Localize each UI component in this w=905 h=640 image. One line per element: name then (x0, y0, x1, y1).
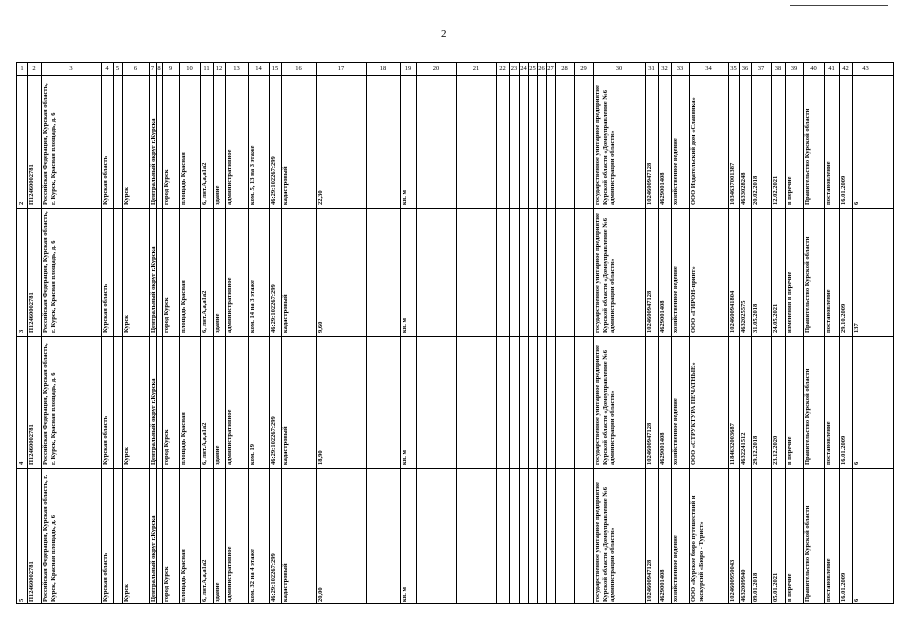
column-number: 38 (774, 65, 782, 72)
column-number: 41 (828, 65, 835, 72)
cell-holder-inn: 4629001408 (659, 569, 666, 602)
row-divider (17, 336, 893, 337)
registry-table (16, 62, 894, 604)
cell-tenant: ООО «Курское бюро путешествий и экскурсий «Бюро - Турист» (690, 495, 705, 602)
cell-date-from: 09.01.2018 (752, 572, 759, 602)
column-divider (528, 63, 529, 603)
cell-cadastral: 46:29:102267:299 (270, 416, 277, 465)
cell-area: 18,90 (317, 450, 324, 465)
column-number: 27 (547, 65, 554, 72)
cell-type1: здание (214, 313, 221, 333)
column-number: 17 (337, 65, 345, 72)
cell-house: 6, лит.А,а,а1а2 (201, 162, 208, 205)
cell-cadastral: 46:29:102267:299 (270, 156, 277, 205)
cell-house: 6, лит.А,а,а1а2 (201, 559, 208, 602)
column-number: 10 (186, 65, 193, 72)
cell-area: 9,60 (317, 321, 324, 333)
cell-date-to: 12.02.2021 (772, 175, 779, 205)
cell-reg: П12460002781 (28, 561, 35, 602)
column-number: 28 (561, 65, 568, 72)
column-number: 19 (404, 65, 412, 72)
cell-city: Курск (123, 314, 130, 333)
column-number: 31 (648, 65, 655, 72)
cell-authority: Правительство Курской области (804, 368, 811, 465)
cell-city2: город Курск (163, 169, 170, 205)
column-number: 42 (842, 65, 849, 72)
cell-cadastral: 46:29:102267:299 (270, 284, 277, 333)
cell-tenant-inn: 4632009940 (740, 569, 747, 602)
column-number: 37 (757, 65, 765, 72)
row-divider (17, 75, 893, 76)
cell-type1: здание (214, 582, 221, 602)
cell-type2: административное (226, 277, 233, 333)
column-number: 43 (862, 65, 869, 72)
cell-district: Центральный округ г.Курска (150, 515, 157, 602)
cell-reg: П12460002781 (28, 292, 35, 333)
column-number: 15 (271, 65, 279, 72)
cell-unit: кв. м (401, 587, 408, 602)
cell-doc-date: 16.01.2009 (840, 572, 847, 602)
cell-district: Центральный округ г.Курска (150, 378, 157, 465)
cell-cad-type: кадастровый (282, 294, 289, 333)
cell-doc-num: 137 (853, 323, 860, 333)
cell-street: площадь Красная (180, 412, 187, 465)
column-divider (537, 63, 538, 603)
column-number: 32 (661, 65, 668, 72)
cell-unit: кв. м (401, 190, 408, 205)
cell-num: 2 (18, 201, 25, 205)
row-divider (17, 208, 893, 209)
cell-date-to: 23.12.2020 (772, 435, 779, 465)
cell-city2: город Курск (163, 297, 170, 333)
column-number: 23 (510, 65, 518, 72)
cell-num: 3 (18, 329, 25, 333)
cell-premise: ком. 32 на 4 этаже (249, 549, 256, 602)
cell-status: в перечне (786, 436, 793, 465)
cell-premise: ком. 19 (249, 444, 256, 465)
cell-authority: Правительство Курской области (804, 236, 811, 333)
cell-doc-type: постановление (825, 289, 832, 333)
cell-type2: административное (226, 546, 233, 602)
cell-street: площадь Красная (180, 549, 187, 602)
cell-type2: административное (226, 409, 233, 465)
cell-status: изменения в перечне (786, 271, 793, 333)
column-number: 8 (157, 65, 161, 72)
cell-doc-date: 16.01.2009 (840, 435, 847, 465)
cell-city2: город Курск (163, 566, 170, 602)
cell-city: Курск (123, 446, 130, 465)
cell-region: Курская область (102, 155, 109, 205)
column-number: 20 (432, 65, 440, 72)
cell-doc-num: 6 (853, 461, 860, 465)
cell-right: хозяйственное ведение (672, 266, 679, 333)
cell-tenant: ООО «СТРУКТУРА ПЕЧАТНЫЕ» (690, 362, 697, 465)
column-divider (574, 63, 575, 603)
cell-authority: Правительство Курской области (804, 108, 811, 205)
column-number: 22 (499, 65, 506, 72)
column-divider (496, 63, 497, 603)
cell-right: хозяйственное ведение (672, 138, 679, 205)
cell-unit: кв. м (401, 450, 408, 465)
cell-cad-type: кадастровый (282, 563, 289, 602)
cell-holder-inn: 4629001408 (659, 432, 666, 465)
cell-region: Курская область (102, 283, 109, 333)
cell-reg: П12460002781 (28, 164, 35, 205)
column-number: 9 (168, 65, 173, 72)
column-number: 2 (32, 65, 36, 72)
cell-city2: город Курск (163, 429, 170, 465)
cell-tenant-ogrn: 1184632003687 (729, 423, 736, 465)
page-number: 2 (441, 28, 447, 40)
cell-address: Российская Федерация, Курская область, г. Курск, Красная площадь, д. 6 (42, 211, 57, 333)
column-number: 21 (472, 65, 480, 72)
column-number: 40 (810, 65, 817, 72)
cell-holder: государственное унитарное предприятие Курской области «Домоуправление №6 администрации области» (594, 482, 616, 602)
cell-tenant-inn: 4633028248 (740, 172, 747, 205)
column-number: 12 (215, 65, 223, 72)
cell-holder: государственное унитарное предприятие Курской области «Домоуправление №6 администрации области» (594, 213, 616, 333)
column-number: 34 (705, 65, 712, 72)
cell-holder-ogrn: 1024600947128 (646, 422, 653, 465)
cell-region: Курская область (102, 552, 109, 602)
cell-num: 5 (18, 598, 25, 602)
column-number: 1 (20, 65, 24, 72)
column-number: 16 (295, 65, 302, 72)
cell-authority: Правительство Курской области (804, 505, 811, 602)
cell-reg: П12460002781 (28, 424, 35, 465)
cell-num: 4 (18, 461, 25, 465)
column-number: 7 (150, 65, 155, 72)
column-number: 6 (133, 65, 138, 72)
cell-right: хозяйственное ведение (672, 398, 679, 465)
column-number: 3 (69, 65, 73, 72)
cell-address: Российская Федерация, Курская область, г. Курск, Красная площадь, д. 6 (42, 474, 57, 602)
cell-date-to: 24.05.2021 (772, 303, 779, 333)
cell-tenant-ogrn: 1024600941804 (729, 290, 736, 333)
cell-premise: ком. 14 на 3 этаже (249, 280, 256, 333)
column-number: 5 (115, 65, 120, 72)
cell-area: 22,30 (317, 190, 324, 205)
cell-doc-num: 6 (853, 201, 860, 205)
column-number: 29 (580, 65, 587, 72)
column-divider (519, 63, 520, 603)
cell-cadastral: 46:29:102267:299 (270, 553, 277, 602)
top-rule (790, 5, 888, 6)
cell-city: Курск (123, 186, 130, 205)
cell-status: в перечне (786, 176, 793, 205)
cell-street: площадь Красная (180, 152, 187, 205)
cell-type2: административное (226, 149, 233, 205)
cell-doc-date: 29.10.2009 (840, 303, 847, 333)
cell-cad-type: кадастровый (282, 426, 289, 465)
cell-date-to: 05.01.2021 (772, 572, 779, 602)
cell-tenant-inn: 4632025575 (740, 300, 747, 333)
column-number: 4 (105, 65, 109, 72)
column-divider (509, 63, 510, 603)
column-number: 13 (233, 65, 240, 72)
cell-doc-date: 16.01.2009 (840, 175, 847, 205)
cell-type1: здание (214, 185, 221, 205)
column-number: 30 (615, 65, 623, 72)
cell-status: в перечне (786, 573, 793, 602)
cell-doc-type: постановление (825, 421, 832, 465)
column-number: 35 (730, 65, 737, 72)
cell-district: Центральный округ г.Курска (150, 118, 157, 205)
cell-house: 6, лит.А,а,а1а2 (201, 290, 208, 333)
cell-tenant: ООО «ГИРОН-принт» (690, 266, 697, 333)
cell-house: 6, лит.А,а,а1а2 (201, 422, 208, 465)
cell-right: хозяйственное ведение (672, 535, 679, 602)
column-number: 14 (255, 65, 262, 72)
cell-doc-type: постановление (825, 558, 832, 602)
column-number: 36 (741, 65, 749, 72)
cell-address: Российская Федерация, Курская область, г. Курск, Красная площадь, д. 6 (42, 83, 57, 205)
cell-holder-ogrn: 1024600947128 (646, 162, 653, 205)
cell-type1: здание (214, 445, 221, 465)
cell-holder: государственное унитарное предприятие Курской области «Домоуправление №6 администрации области» (594, 85, 616, 205)
cell-tenant-ogrn: 1024600950043 (729, 559, 736, 602)
cell-unit: кв. м (401, 318, 408, 333)
cell-premise: ком. 5, 13 на 3 этаже (249, 145, 256, 205)
cell-doc-num: 6 (853, 598, 860, 602)
cell-holder: государственное унитарное предприятие Курской области «Домоуправление №6 администрации области» (594, 345, 616, 465)
column-divider (555, 63, 556, 603)
column-divider (456, 63, 457, 603)
cell-region: Курская область (102, 415, 109, 465)
column-number: 33 (676, 65, 684, 72)
cell-holder-inn: 4629001408 (659, 300, 666, 333)
cell-cad-type: кадастровый (282, 166, 289, 205)
cell-tenant-inn: 4632241512 (740, 432, 747, 465)
column-number: 11 (203, 65, 210, 72)
cell-city: Курск (123, 583, 130, 602)
column-number: 39 (790, 65, 798, 72)
row-divider (17, 468, 893, 469)
cell-date-from: 31.05.2018 (752, 303, 759, 333)
cell-street: площадь Красная (180, 280, 187, 333)
cell-tenant-ogrn: 1034637001387 (729, 162, 736, 205)
column-number: 25 (529, 65, 536, 72)
cell-area: 20,00 (317, 587, 324, 602)
cell-holder-ogrn: 1024600947128 (646, 559, 653, 602)
cell-doc-type: постановление (825, 161, 832, 205)
cell-district: Центральный округ г.Курска (150, 246, 157, 333)
cell-holder-inn: 4629001408 (659, 172, 666, 205)
cell-address: Российская Федерация, Курская область, г. Курск, Красная площадь, д. 6 (42, 343, 57, 465)
cell-tenant: ООО Издательский дом «Славянка» (690, 97, 697, 205)
cell-holder-ogrn: 1024600947128 (646, 290, 653, 333)
column-number: 24 (520, 65, 527, 72)
cell-date-from: 20.02.2018 (752, 175, 759, 205)
column-divider (546, 63, 547, 603)
column-number: 26 (538, 65, 545, 72)
cell-date-from: 29.12.2018 (752, 435, 759, 465)
column-number: 18 (379, 65, 387, 72)
